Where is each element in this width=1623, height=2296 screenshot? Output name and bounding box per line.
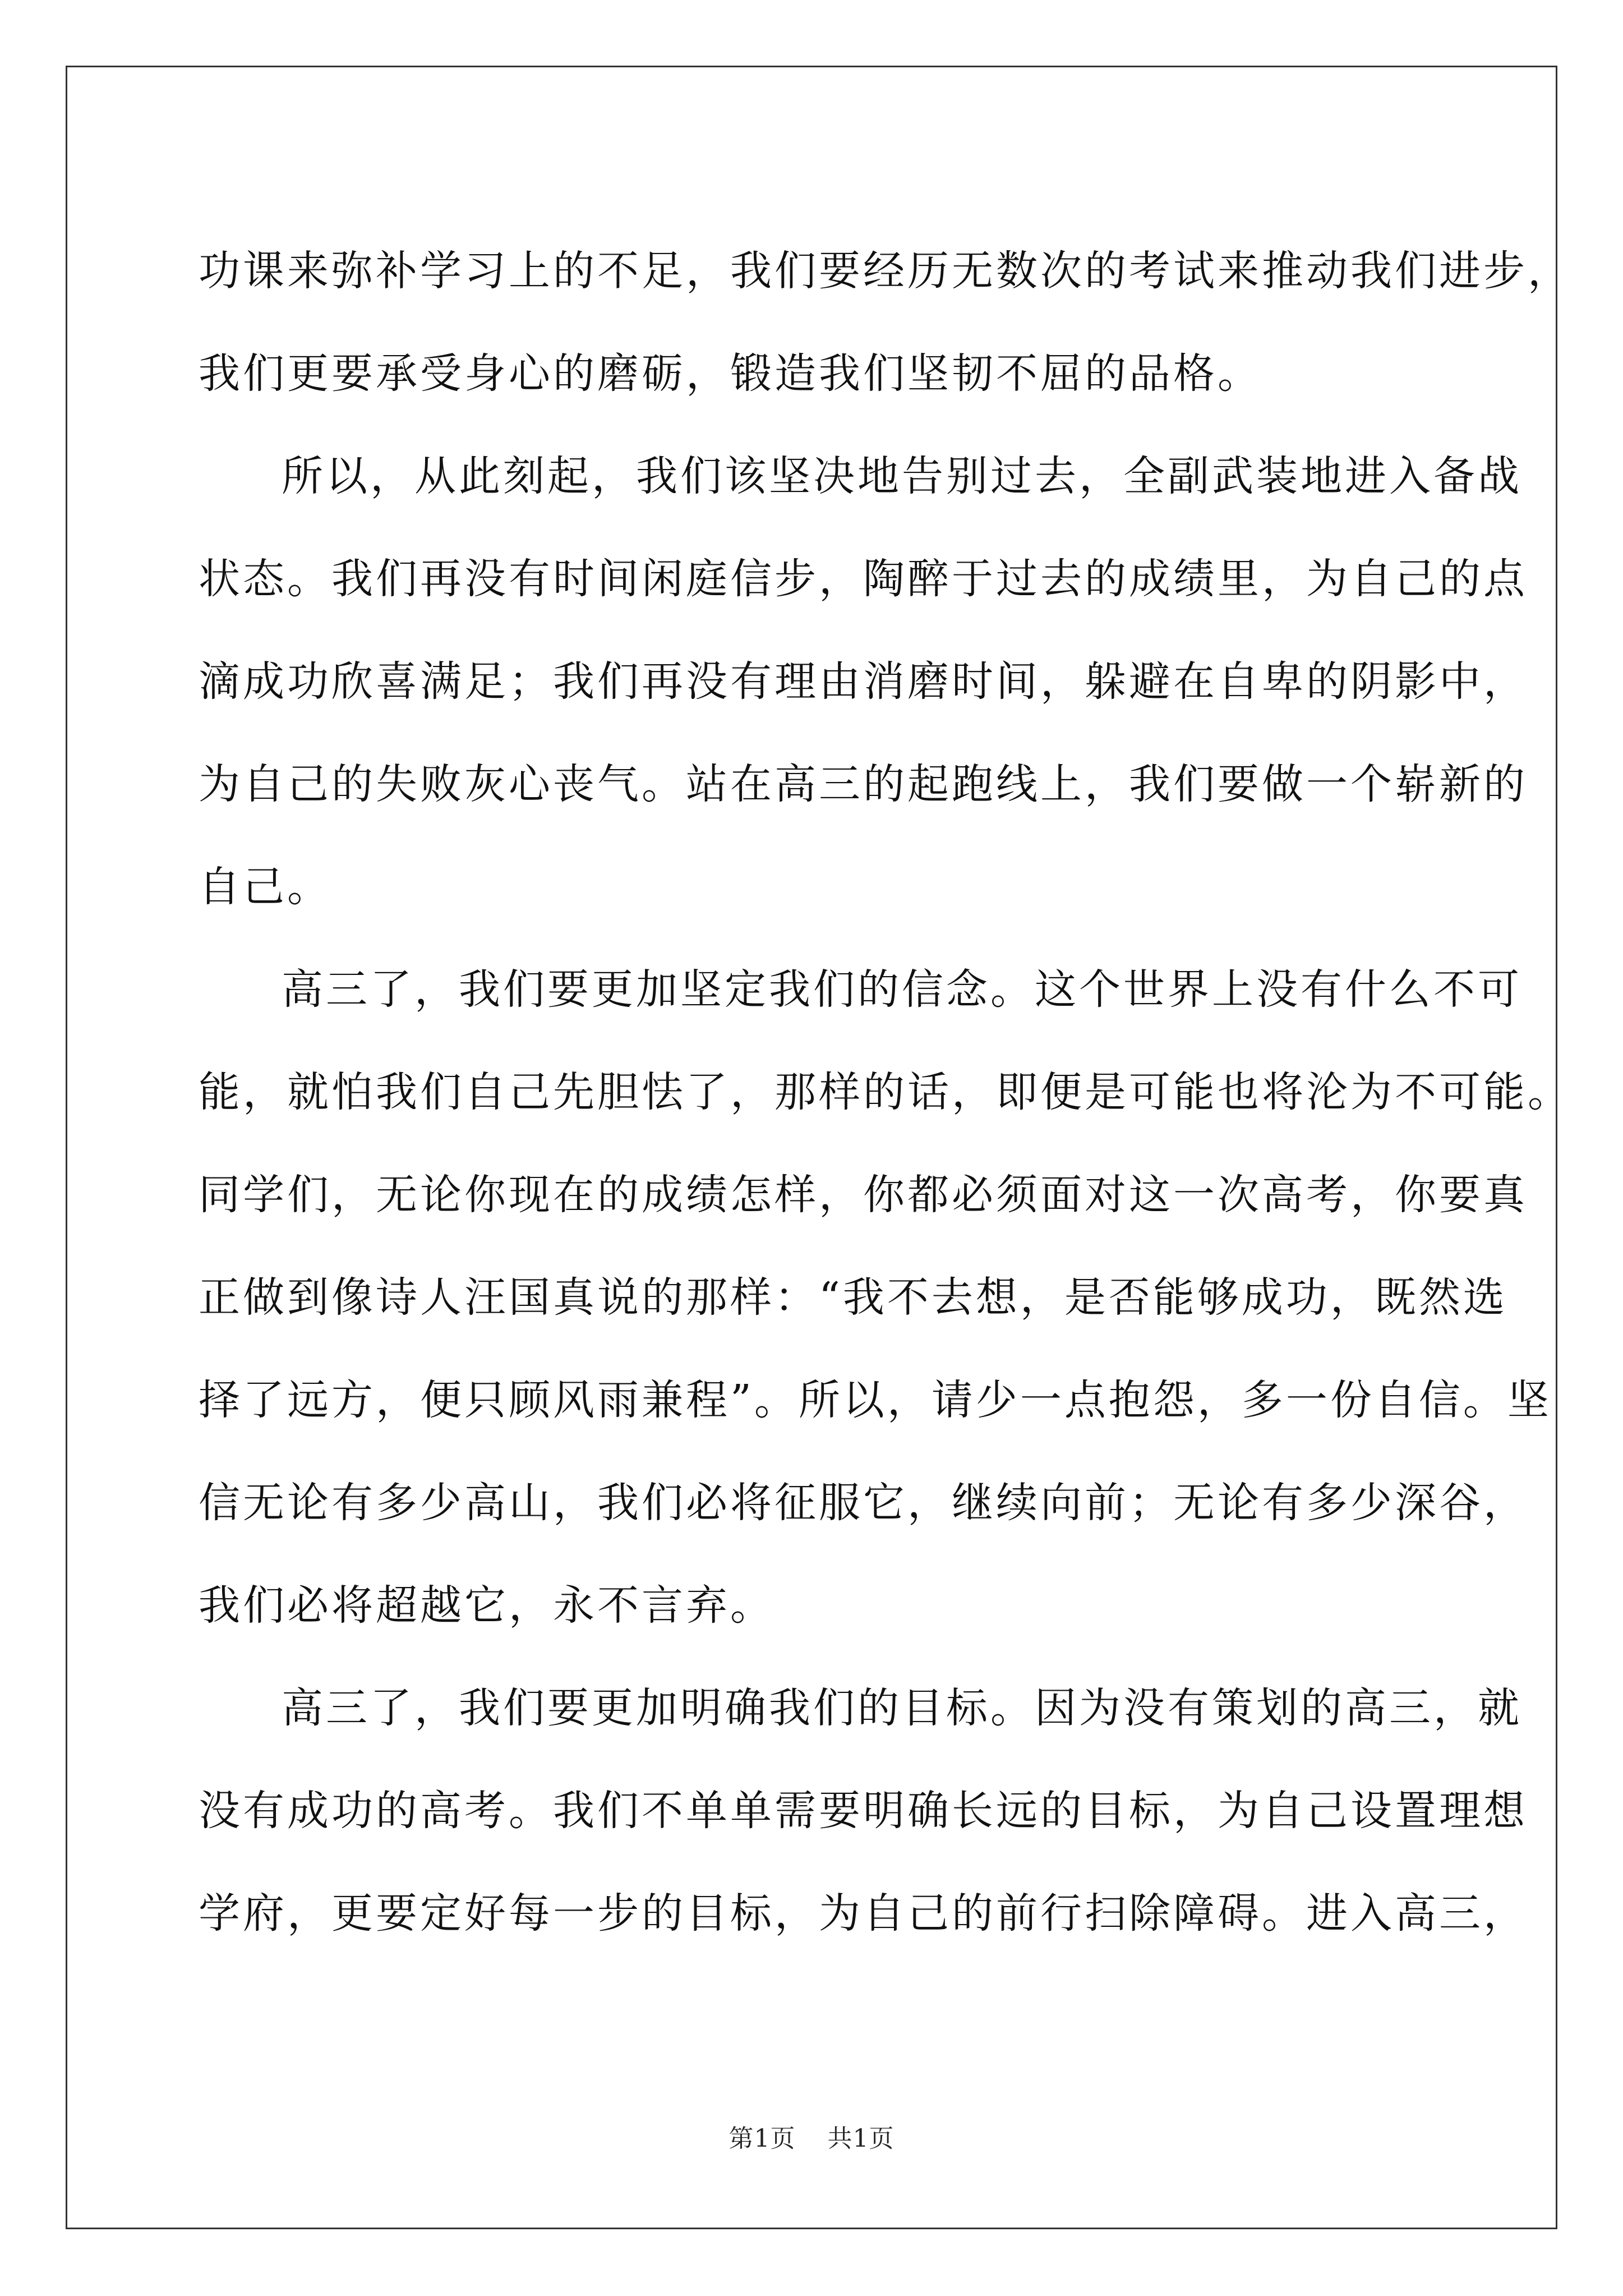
text-line: 高三了，我们要更加明确我们的目标。因为没有策划的高三，就 [282, 1684, 1522, 1732]
text-line: 同学们，无论你现在的成绩怎样，你都必须面对这一次高考，你要真 [199, 1171, 1528, 1219]
document-body [199, 220, 1572, 1965]
text-line: 滴成功欣喜满足；我们再没有理由消磨时间，躲避在自卑的阴影中， [199, 657, 1528, 706]
page-number-current: 第1页 [728, 2124, 796, 2153]
text-line: 学府，更要定好每一步的目标，为自己的前行扫除障碍。进入高三， [199, 1889, 1528, 1938]
text-line: 所以，从此刻起，我们该坚决地告别过去，全副武装地进入备战 [282, 452, 1522, 500]
paragraph-1 [199, 220, 1572, 425]
page-number-total: 共1页 [827, 2124, 895, 2153]
text-line: 信无论有多少高山，我们必将征服它，继续向前；无论有多少深谷， [199, 1479, 1528, 1527]
text-line: 择了远方，便只顾风雨兼程”。所以，请少一点抱怨，多一份自信。坚 [199, 1376, 1552, 1424]
text-line: 状态。我们再没有时间闲庭信步，陶醉于过去的成绩里，为自己的点 [199, 555, 1528, 603]
text-line: 功课来弥补学习上的不足，我们要经历无数次的考试来推动我们进步， [199, 247, 1572, 295]
text-line: 正做到像诗人汪国真说的那样：“我不去想，是否能够成功，既然选 [199, 1273, 1507, 1322]
paragraph-3 [199, 938, 1572, 1657]
text-line: 高三了，我们要更加坚定我们的信念。这个世界上没有什么不可 [282, 965, 1522, 1014]
text-line: 为自己的失败灰心丧气。站在高三的起跑线上，我们要做一个崭新的 [199, 760, 1528, 808]
text-line: 我们必将超越它，永不言弃。 [199, 1581, 774, 1630]
text-line: 能，就怕我们自己先胆怯了，那样的话，即便是可能也将沦为不可能。 [199, 1068, 1572, 1116]
text-line: 没有成功的高考。我们不单单需要明确长远的目标，为自己设置理想 [199, 1787, 1528, 1835]
paragraph-4 [199, 1657, 1528, 1965]
text-line: 自己。 [199, 863, 331, 911]
paragraph-2 [199, 425, 1528, 938]
text-line: 我们更要承受身心的磨砺，锻造我们坚韧不屈的品格。 [199, 349, 1262, 398]
page-footer [0, 2122, 1623, 2156]
